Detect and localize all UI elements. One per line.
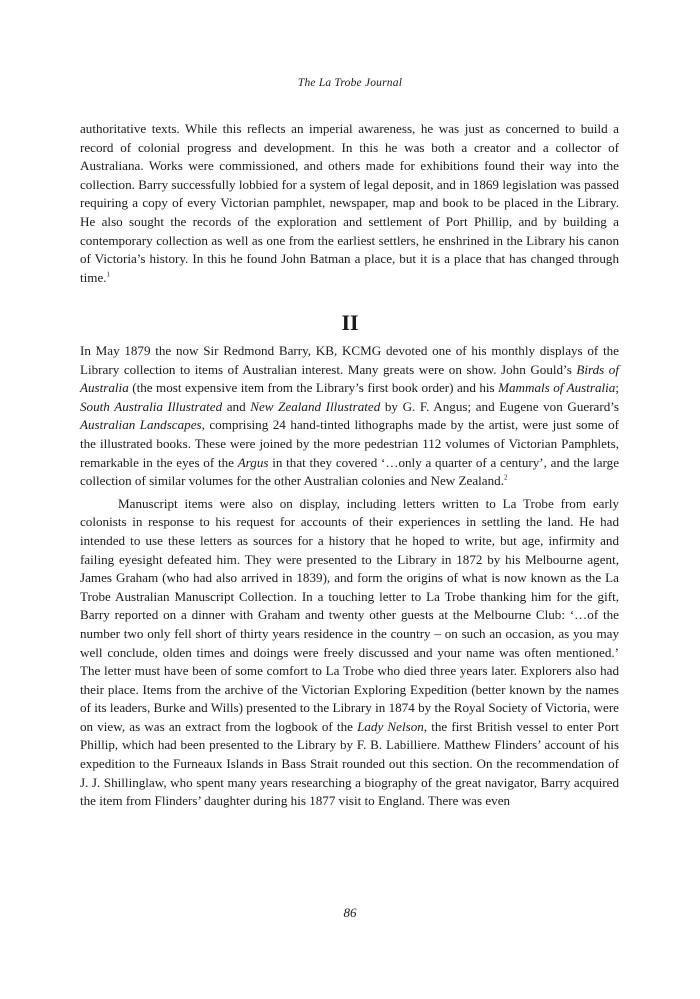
paragraph-3-text: Manuscript items were also on display, including letters written to La Trobe from early colonists in response to his request for accounts of their experiences in settling the land. He had intended to use these letters as sources for a history that he hoped to write, but age, infirmity and failing eyesight defeated him. They were presented to the Library in 1872 by his Melbourne agent, James Graham (who had also arrived in 1839), and form the origins of what is now known as the La Trobe Australian Manuscript Collection. In a touching letter to La Trobe thanking him for the gift, Barry reported on a dinner with Graham and twenty other guests at the Melbourne Club: ‘…of the number two only fell short of thirty years residence in the country – on such an occasion, as you may well conclude, olden times and doings were freely discussed and your name was often mentioned.’ The letter must have been of some comfort to La Trobe who died three years later. Explorers also had their place. Items from the archive of the Victorian Exploring Expedition (better known by the names of its leaders, Burke and Wills) presented to the Library in 1874 by the Royal Society of Victoria, were on view, as was an extract from the logbook of the (80, 495, 619, 734)
paragraph-3-text: the first British vessel to enter Port Phillip, which had been presented to the Library by F. B. Labilliere. Matthew Flinders’ account of his expedition to the Furneaux Islands in Bass Strait rounded out this section. On the recommendation of J. J. Shillinglaw, who spent many years researching a biography of the great navigator, Barry acquired the item from Flinders’ daughter during his 1877 visit to England. There was even (80, 718, 619, 809)
ship-name: Lady Nelson, (357, 718, 428, 734)
paragraph-3 (80, 495, 619, 811)
endnote-ref-2: 2 (503, 473, 508, 482)
paragraph-1-text: authoritative texts. While this reflects an imperial awareness, he was just as concerned to build a record of colonial progress and development. In this he was both a creator and a collector of Australiana. Works were commissioned, and others made for exhibitions found their way into the collection. Barry successfully lobbied for a system of legal deposit, and in 1869 legislation was passed requiring a copy of every Victorian pamphlet, newspaper, map and book to be placed in the Library. He also sought the records of the exploration and settlement of Port Phillip, and by building a contemporary collection as well as one from the earliest settlers, he enshrined in the Library his canon of Victoria’s history. In this he found John Batman a place, but it is a place that has changed through time. (80, 121, 619, 285)
section-heading: II (341, 310, 359, 335)
paragraph-2-text: and (222, 398, 251, 414)
page-number: 86 (343, 905, 357, 920)
paragraph-2-text: , comprising 24 hand-tinted lithographs made by the artist, were just some of the illustrated books. These were joined by the more pedestrian 112 volumes of Victorian Pamphlets, remarkable in the eyes of the (80, 417, 619, 470)
paragraph-2-text: in that they covered ‘…only a quarter of a century’, and the large collection of similar volumes for the other Australian colonies and New Zealand. (80, 454, 620, 489)
text-block-top (80, 120, 619, 287)
book-title: Australian Landscapes (80, 417, 202, 433)
book-title: New Zealand Illustrated (250, 398, 381, 414)
paragraph-2-text: ; (615, 380, 619, 396)
paragraph-2 (80, 342, 619, 491)
text-block-main (80, 342, 619, 811)
book-title: Birds of Australia (80, 361, 619, 396)
paragraph-1 (80, 120, 619, 287)
endnote-ref-1: 1 (106, 270, 111, 279)
paragraph-2-text: by G. F. Angus; and Eugene von Guerard’s (380, 398, 620, 414)
newspaper-title: Argus (237, 454, 269, 470)
book-title: Mammals of Australia (498, 380, 616, 396)
running-header: The La Trobe Journal (297, 77, 403, 89)
book-title: South Australia Illustrated (80, 398, 223, 414)
paragraph-2-text: (the most expensive item from the Library’s first book order) and his (128, 380, 499, 396)
paragraph-2-text: In May 1879 the now Sir Redmond Barry, KB, KCMG devoted one of his monthly displays of the Library collection to items of Australian interest. Many greats were on show. John Gould’s (80, 343, 619, 377)
